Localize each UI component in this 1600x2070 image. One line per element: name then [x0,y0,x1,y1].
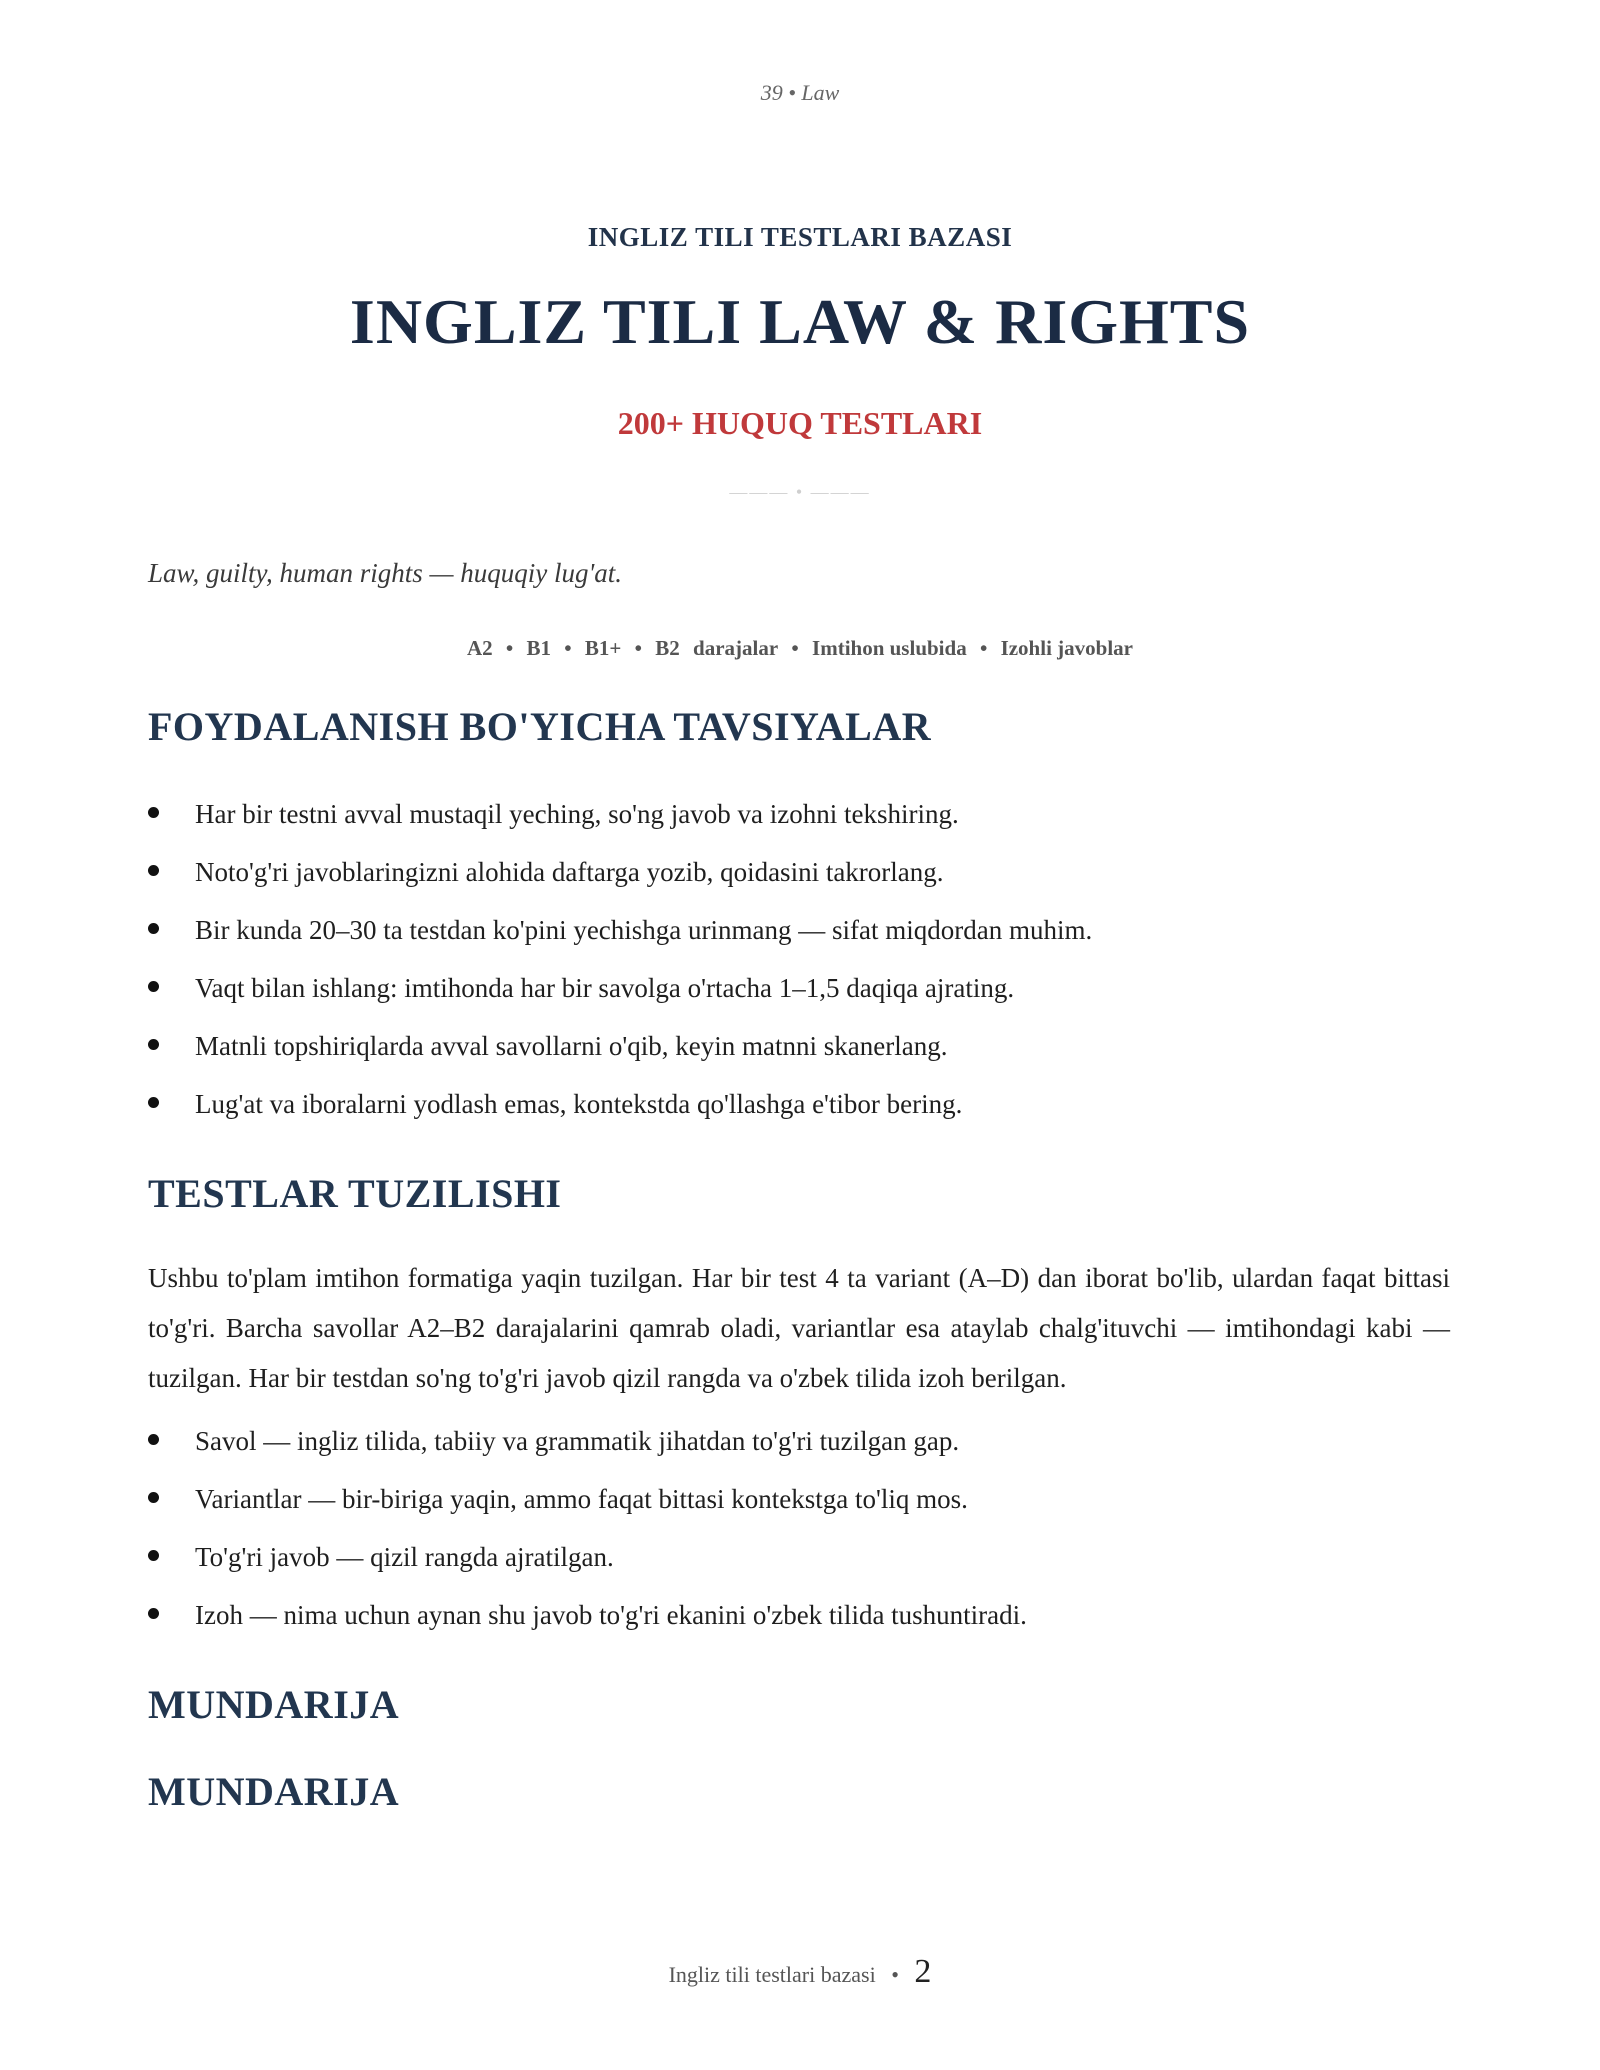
levels-label: darajalar [693,636,779,660]
explained-answers-label: Izohli javoblar [1000,636,1133,660]
structure-paragraph: Ushbu to'plam imtihon formatiga yaqin tuzilgan. Har bir test 4 ta variant (A–D) dan iborat bo'lib, ulardan faqat bittasi to'g'ri. Barcha savollar A2–B2 darajalarini qamrab oladi, variantlar esa ataylab chalg'ituvchi — imtihondagi kabi — tuzilgan. Har bir testdan so'ng to'g'ri javob qizil rangda va o'zbek tilida izoh berilgan. [148,1263,1450,1393]
list-item: Bir kunda 20–30 ta testdan ko'pini yechishga urinmang — sifat miqdordan muhim. [148,913,1448,971]
recommendations-list [148,797,1448,1145]
page-title: INGLIZ TILI LAW & RIGHTS [349,286,1251,357]
footer-text: Ingliz tili testlari bazasi [668,1962,876,1987]
level-b2: B2 [655,636,680,660]
level-separator: • [634,636,642,660]
level-b1plus: B1+ [584,636,622,660]
footer-separator: • [891,1962,899,1987]
level-separator: • [979,636,988,660]
page-number: 2 [914,1953,932,1990]
list-item: Matnli topshiriqlarda avval savollarni o'qib, keyin matnni skanerlang. [148,1029,1448,1087]
list-item: To'g'ri javob — qizil rangda ajratilgan. [148,1540,1448,1598]
kicker-heading: INGLIZ TILI TESTLARI BAZASI [587,222,1013,252]
list-item: Lug'at va iboralarni yodlash emas, kontekstda qo'llashga e'tibor bering. [148,1087,1448,1145]
list-item: Noto'g'ri javoblaringizni alohida daftarga yozib, qoidasini takrorlang. [148,855,1448,913]
list-item: Variantlar — bir-biriga yaqin, ammo faqat bittasi kontekstga to'liq mos. [148,1482,1448,1540]
level-b1: B1 [526,636,552,660]
tagline: Law, guilty, human rights — huquqiy lug'at. [148,558,623,588]
toc-heading: MUNDARIJA [148,1682,400,1727]
list-item: Izoh — nima uchun aynan shu javob to'g'ri ekanini o'zbek tilida tushuntiradi. [148,1598,1448,1656]
level-separator: • [505,636,514,660]
section-heading-structure: TESTLAR TUZILISHI [148,1171,562,1216]
level-a2: A2 [467,636,493,660]
level-separator: • [791,636,799,660]
list-item: Har bir testni avval mustaqil yeching, so'ng javob va izohni tekshiring. [148,797,1448,855]
levels-line [0,636,1600,661]
list-item: Savol — ingliz tilida, tabiiy va grammatik jihatdan to'g'ri tuzilgan gap. [148,1424,1448,1482]
section-heading-recommendations: FOYDALANISH BO'YICHA TAVSIYALAR [148,704,932,749]
exam-style-label: Imtihon uslubida [812,636,967,660]
running-head: 39 • Law [760,80,840,105]
structure-list [148,1424,1448,1656]
toc-heading-duplicate: MUNDARIJA [148,1769,400,1814]
level-separator: • [564,636,572,660]
page-subtitle: 200+ HUQUQ TESTLARI [617,405,983,441]
ornament-divider: ——— • ——— [729,482,871,502]
page-footer [0,1953,1600,1991]
list-item: Vaqt bilan ishlang: imtihonda har bir savolga o'rtacha 1–1,5 daqiqa ajrating. [148,971,1448,1029]
